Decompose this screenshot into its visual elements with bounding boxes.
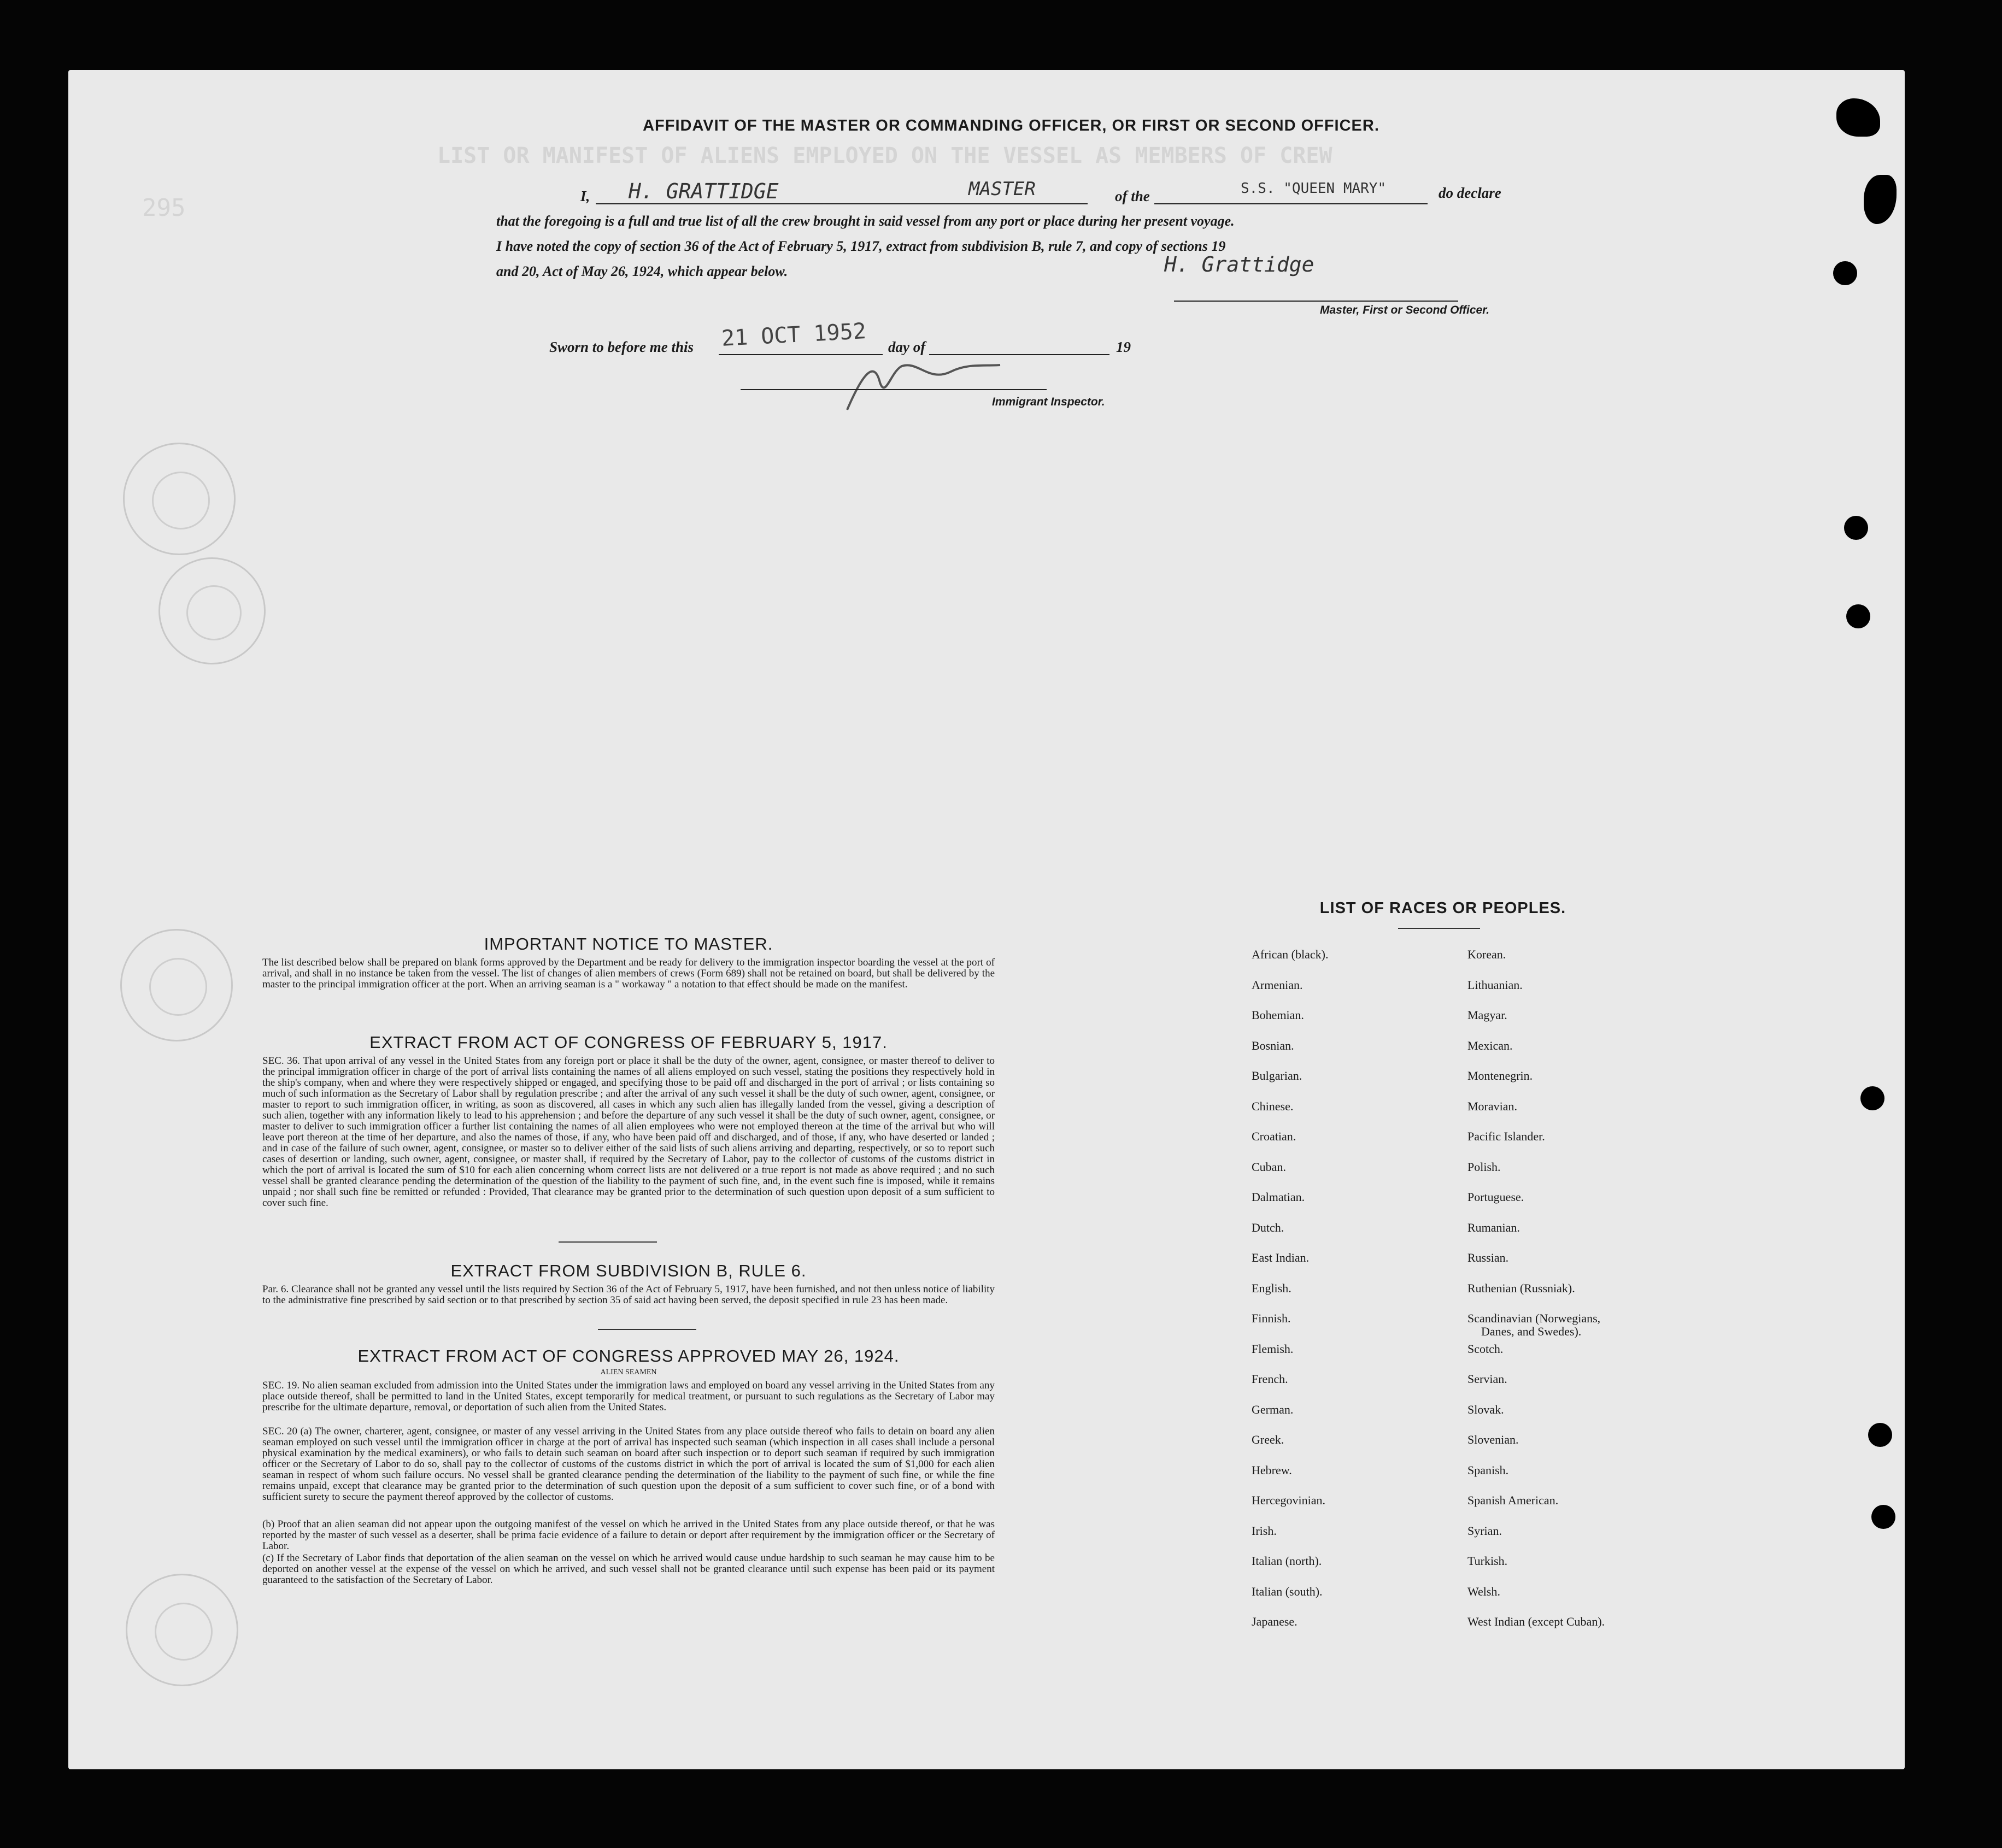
race-item: Slovak.	[1467, 1403, 1504, 1416]
reverse-bleedthrough: LIST OR MANIFEST OF ALIENS EMPLOYED ON THE VESSEL AS MEMBERS OF CREW	[437, 143, 1332, 168]
race-item: Lithuanian.	[1467, 978, 1523, 992]
race-item: East Indian.	[1252, 1251, 1310, 1264]
race-item: Moravian.	[1467, 1099, 1518, 1113]
of-the-label: of the	[1115, 188, 1150, 204]
race-item: Scandinavian (Norwegians,	[1467, 1311, 1601, 1325]
race-item: Bohemian.	[1252, 1008, 1304, 1022]
affidavit-line-3: I have noted the copy of section 36 of the Act of February 5, 1917, extract from subdivision B, rule 7, and copy of sections 19	[496, 238, 1226, 254]
day-of-label: day of	[888, 339, 926, 355]
notice-body: The list described below shall be prepared on blank forms approved by the Department and be ready for delivery to the immigration inspector boarding the vessel at the port of arrival, and shall in no instance be taken from the vessel. The list of changes of alien members of crews (Form 689) shall not be retained on board, but shall be delivered by the master to the principal immigration officer at the port. When an arriving seaman is a " workaway " a notation to that effect should be made on the manifest.	[262, 957, 995, 990]
circular-stamp	[120, 929, 233, 1041]
vessel-line	[1154, 203, 1428, 204]
race-item: Magyar.	[1467, 1008, 1507, 1022]
circular-stamp	[158, 557, 266, 664]
race-item: Korean.	[1467, 947, 1506, 961]
race-item: Hercegovinian.	[1252, 1493, 1325, 1507]
race-item: Turkish.	[1467, 1554, 1508, 1568]
race-item: Scotch.	[1467, 1342, 1504, 1356]
master-name-handwritten: H. GRATTIDGE	[629, 179, 779, 203]
race-item: West Indian (except Cuban).	[1467, 1615, 1605, 1628]
race-item: Armenian.	[1252, 978, 1303, 992]
race-item: French.	[1252, 1372, 1288, 1386]
race-item: Chinese.	[1252, 1099, 1294, 1113]
signature-line	[1174, 301, 1458, 302]
master-caption: Master, First or Second Officer.	[1320, 304, 1490, 316]
punch-hole	[1860, 1086, 1884, 1110]
race-item: Pacific Islander.	[1467, 1129, 1545, 1143]
race-item: Montenegrin.	[1467, 1069, 1533, 1082]
name-line	[596, 203, 1088, 204]
separator	[559, 1241, 657, 1243]
race-item: Japanese.	[1252, 1615, 1298, 1628]
race-item: Mexican.	[1467, 1039, 1513, 1052]
race-item: Hebrew.	[1252, 1463, 1292, 1477]
year-prefix: 19	[1116, 339, 1131, 355]
race-item: Portuguese.	[1467, 1190, 1524, 1204]
race-item: Spanish.	[1467, 1463, 1509, 1477]
extract-1917-body: SEC. 36. That upon arrival of any vessel in the United States from any foreign port or place it shall be the duty of the owner, agent, consignee, or master thereof to deliver to the principal immigration officer in charge of the port of arrival lists containing the names of all aliens employed on such vessel, stating the positions they respectively hold in the ship's company, when and where they were respectively shipped or engaged, and specifying those to be paid off and discharged in the port of arrival ; or lists containing so much of such information as the Secretary of Labor shall by regulation prescribe ; and after the arrival of any such vessel it shall be the duty of such owner, agent, consignee, or master to report to such immigration officer, in writing, as soon as discovered, all cases in which any such alien has illegally landed from the vessel, giving a description of such alien, together with any information likely to lead to his apprehension ; and before the departure of any such vessel it shall be the duty of such owner, agent, consignee, or master to deliver to such immigration officer a further list containing the names of all alien employees who were not employed thereon at the time of the arrival but who will leave port thereon at the time of her departure, and also the names of those, if any, who have been paid off and discharged, and of those, if any, who have deserted or landed ; and in case of the failure of such owner, agent, consignee, or master so to deliver either of the said lists of such aliens arriving and departing, respectively, or so to report such cases of desertion or landing, such owner, agent, consignee, or master shall, if required by the Secretary of Labor, pay to the collector of customs of the customs district in which the port of arrival is located the sum of $10 for each alien concerning whom correct lists are not delivered or a true report is not made as above required ; and no such vessel shall be granted clearance pending the determination of the question of the liability to the payment of such fine, and, in the event such fine is imposed, while it remains unpaid ; nor shall such fine be remitted or refunded : Provided, That clearance may be granted prior to the determination of such question upon deposit of a sum sufficient to cover such fine.	[262, 1055, 995, 1209]
document-page	[68, 70, 1905, 1769]
race-item: Bosnian.	[1252, 1039, 1294, 1052]
sec20b-body: (b) Proof that an alien seaman did not appear upon the outgoing manifest of the vessel on which he arrived in the United States from any place outside thereof, or that he was reported by the master of such vessel as a deserter, shall be prima facie evidence of a failure to detain or deport after requirement by the immigration officer or the Secretary of Labor.	[262, 1519, 995, 1552]
extract-1917-title: EXTRACT FROM ACT OF CONGRESS OF FEBRUARY 5, 1917.	[369, 1033, 888, 1052]
race-item: Servian.	[1467, 1372, 1507, 1386]
affidavit-line-2: that the foregoing is a full and true list of all the crew brought in said vessel from any port or place during her present voyage.	[496, 213, 1235, 229]
race-item: Dalmatian.	[1252, 1190, 1305, 1204]
punch-hole	[1833, 261, 1857, 285]
race-item: Russian.	[1467, 1251, 1509, 1264]
race-item: Polish.	[1467, 1160, 1501, 1174]
race-item: Syrian.	[1467, 1524, 1502, 1538]
affidavit-i-label: I,	[580, 188, 590, 204]
master-rank-handwritten: MASTER	[968, 178, 1036, 200]
race-item: Flemish.	[1252, 1342, 1294, 1356]
punch-hole	[1871, 1505, 1895, 1529]
race-item: Slovenian.	[1467, 1433, 1519, 1446]
races-underline	[1398, 928, 1480, 929]
race-item: Spanish American.	[1467, 1493, 1559, 1507]
extract-1924-title: EXTRACT FROM ACT OF CONGRESS APPROVED MAY 26, 1924.	[357, 1346, 900, 1366]
affidavit-line-4: and 20, Act of May 26, 1924, which appear below.	[496, 263, 788, 279]
race-item: Welsh.	[1467, 1585, 1500, 1598]
notice-title: IMPORTANT NOTICE TO MASTER.	[484, 934, 773, 954]
reverse-bleedthrough: 295	[142, 194, 186, 222]
alien-seamen-subtitle: ALIEN SEAMEN	[600, 1368, 657, 1376]
race-item: Italian (north).	[1252, 1554, 1322, 1568]
race-item: Greek.	[1252, 1433, 1284, 1446]
rule6-title: EXTRACT FROM SUBDIVISION B, RULE 6.	[450, 1261, 807, 1280]
race-item: Bulgarian.	[1252, 1069, 1302, 1082]
circular-stamp	[126, 1574, 238, 1686]
sworn-label: Sworn to before me this	[549, 339, 694, 355]
race-item: Cuban.	[1252, 1160, 1286, 1174]
rule6-body: Par. 6. Clearance shall not be granted any vessel until the lists required by Section 36 of the Act of February 5, 1917, have been furnished, and not then unless notice of liability to the administrative fine prescribed by said section or to that prescribed by section 35 of said act having been served, the deposit specified in rule 23 has been made.	[262, 1284, 995, 1306]
race-item: African (black).	[1252, 947, 1329, 961]
race-item: German.	[1252, 1403, 1294, 1416]
affidavit-title: AFFIDAVIT OF THE MASTER OR COMMANDING OFFICER, OR FIRST OR SECOND OFFICER.	[643, 117, 1379, 134]
race-item: Croatian.	[1252, 1129, 1296, 1143]
race-item: Danes, and Swedes).	[1481, 1325, 1582, 1338]
race-item: Ruthenian (Russniak).	[1467, 1281, 1575, 1295]
punch-hole	[1844, 516, 1868, 540]
race-item: Irish.	[1252, 1524, 1277, 1538]
race-item: Italian (south).	[1252, 1585, 1323, 1598]
inspector-caption: Immigrant Inspector.	[992, 396, 1105, 408]
sec20c-body: (c) If the Secretary of Labor finds that deportation of the alien seaman on the vessel on which he arrived would cause undue hardship to such seaman he may cause him to be deported on another vessel at the expense of the vessel on which he arrived, and such vessel shall not be granted clearance until such expense has been paid or its payment guaranteed to the satisfaction of the Secretary of Labor.	[262, 1552, 995, 1586]
race-item: Dutch.	[1252, 1221, 1284, 1234]
races-title: LIST OF RACES OR PEOPLES.	[1319, 899, 1566, 917]
inspector-signature-scribble	[842, 350, 1006, 415]
master-signature: H. Grattidge	[1164, 252, 1314, 276]
punch-hole	[1846, 604, 1870, 628]
vessel-name: S.S. "QUEEN MARY"	[1241, 180, 1387, 197]
race-item: Finnish.	[1252, 1311, 1291, 1325]
date-stamp: 21 OCT 1952	[720, 319, 867, 351]
punch-hole	[1868, 1423, 1892, 1447]
sec20a-body: SEC. 20 (a) The owner, charterer, agent, consignee, or master of any vessel arriving in the United States from any place outside thereof who fails to detain on board any alien seaman employed on such vessel until the immigration officer in charge at the port of arrival has inspected such seaman (which inspection in all cases shall include a personal physical examination by the medical examiners), or who fails to detain such seaman on board after such inspection or to deport such seaman if required by such immigration officer or the Secretary of Labor to do so, shall pay to the collector of customs of the customs district in which the port of arrival is located the sum of $1,000 for each alien seaman in respect of whom such failure occurs. No vessel shall be granted clearance pending the determination of the liability to the payment of such fine, or while the fine remains unpaid, except that clearance may be granted prior to the determination of such question upon the deposit of a sum sufficient to cover such fine, or of a bond with sufficient surety to secure the payment thereof approved by the collector of customs.	[262, 1426, 995, 1503]
do-declare-label: do declare	[1439, 185, 1501, 201]
race-item: Rumanian.	[1467, 1221, 1520, 1234]
race-item: English.	[1252, 1281, 1291, 1295]
inspector-line	[741, 389, 1047, 390]
separator	[598, 1329, 696, 1330]
circular-stamp	[123, 443, 236, 555]
sec19-body: SEC. 19. No alien seaman excluded from admission into the United States under the immigration laws and employed on board any vessel arriving in the United States from any place outside thereof, shall be permitted to land in the United States, except temporarily for medical treatment, or pursuant to such regulations as the Secretary of Labor may prescribe for the ultimate departure, removal, or deportation of such alien from the United States.	[262, 1380, 995, 1413]
